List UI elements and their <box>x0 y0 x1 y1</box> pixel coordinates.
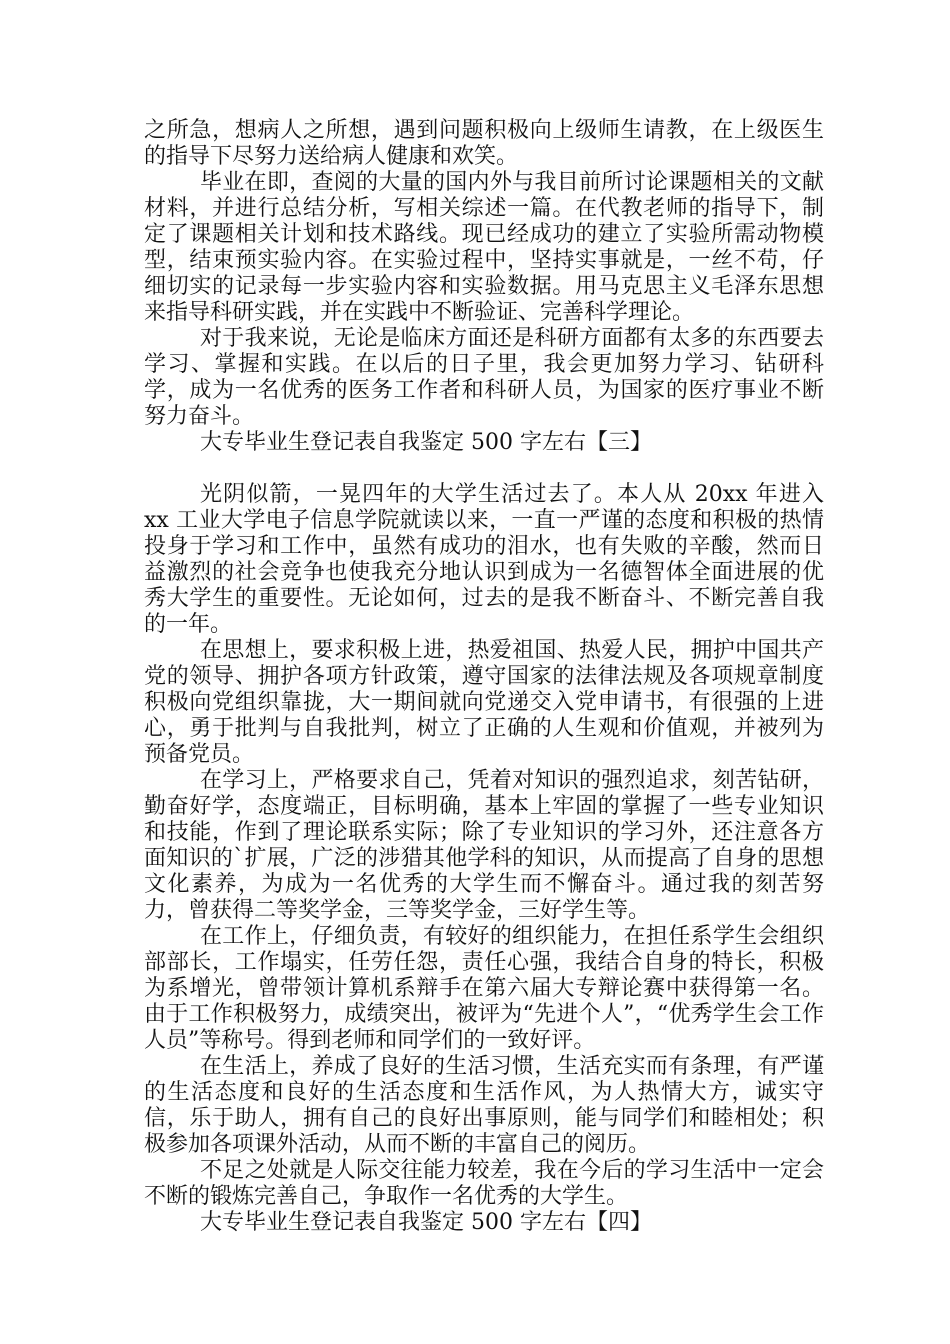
paragraph-work: 在工作上，仔细负责，有较好的组织能力，在担任系学生会组织部部长，工作塌实，任劳任怨，责任心强，我结合自身的特长，积极为系增光，曾带领计算机系辩手在第六届大专辩论赛中获得第一名。由于工作积极努力，成绩突出，被评为“先进个人”，“优秀学生会工作人员”等称号。得到老师和同学们的一致好评。 <box>144 924 824 1053</box>
document-body <box>144 118 824 1236</box>
paragraph-study: 在学习上，严格要求自己，凭着对知识的强烈追求，刻苦钻研，勤奋好学，态度端正，目标明确，基本上牢固的掌握了一些专业知识和技能，作到了理论联系实际；除了专业知识的学习外，还注意各方面知识的`扩展，广泛的涉猎其他学科的知识，从而提高了自身的思想文化素养，为成为一名优秀的大学生而不懈奋斗。通过我的刻苦努力，曾获得二等奖学金，三等奖学金，三好学生等。 <box>144 768 824 923</box>
paragraph-life: 在生活上，养成了良好的生活习惯，生活充实而有条理，有严谨的生活态度和良好的生活态度和生活作风，为人热情大方，诚实守信，乐于助人，拥有自己的良好出事原则，能与同学们和睦相处；积极参加各项课外活动，从而不断的丰富自己的阅历。 <box>144 1054 824 1157</box>
section-heading-three: 大专毕业生登记表自我鉴定 500 字左右【三】 <box>200 430 652 455</box>
paragraph-shortcomings: 不足之处就是人际交往能力较差，我在今后的学习生活中一定会不断的锻炼完善自己，争取作一名优秀的大学生。 <box>144 1158 824 1209</box>
paragraph-ideology: 在思想上，要求积极上进，热爱祖国、热爱人民，拥护中国共产党的领导、拥护各项方针政策，遵守国家的法律法规及各项规章制度积极向党组织靠拢，大一期间就向党递交入党申请书，有很强的上进心，勇于批判与自我批判，树立了正确的人生观和价值观，并被列为预备党员。 <box>144 638 824 767</box>
paragraph-graduation-research: 毕业在即，查阅的大量的国内外与我目前所讨论课题相关的文献材料，并进行总结分析，写相关综述一篇。在代教老师的指导下，制定了课题相关计划和技术路线。现已经成功的建立了实验所需动物模型，结束预实验内容。在实验过程中，坚持实事就是，一丝不苟，仔细切实的记录每一步实验内容和实验数据。用马克思主义毛泽东思想来指导科研实践，并在实践中不断验证、完善科学理论。 <box>144 170 824 325</box>
paragraph-future-goals: 对于我来说，无论是临床方面还是科研方面都有太多的东西要去学习、掌握和实践。在以后的日子里，我会更加努力学习、钻研科学，成为一名优秀的医务工作者和科研人员，为国家的医疗事业不断努力奋斗。 <box>144 326 824 429</box>
paragraph-intro: 光阴似箭，一晃四年的大学生活过去了。本人从 20xx 年进入 xx 工业大学电子信息学院就读以来，一直一严谨的态度和积极的热情投身于学习和工作中，虽然有成功的泪水，也有失败的辛酸，然而日益激烈的社会竞争也使我充分地认识到成为一名德智体全面进展的优秀大学生的重要性。无论如何，过去的是我不断奋斗、不断完善自我的一年。 <box>144 482 824 637</box>
blank-line <box>144 456 824 482</box>
paragraph-continued: 之所急，想病人之所想，遇到问题积极向上级师生请教，在上级医生的指导下尽努力送给病人健康和欢笑。 <box>144 118 824 169</box>
section-heading-four: 大专毕业生登记表自我鉴定 500 字左右【四】 <box>200 1210 652 1235</box>
